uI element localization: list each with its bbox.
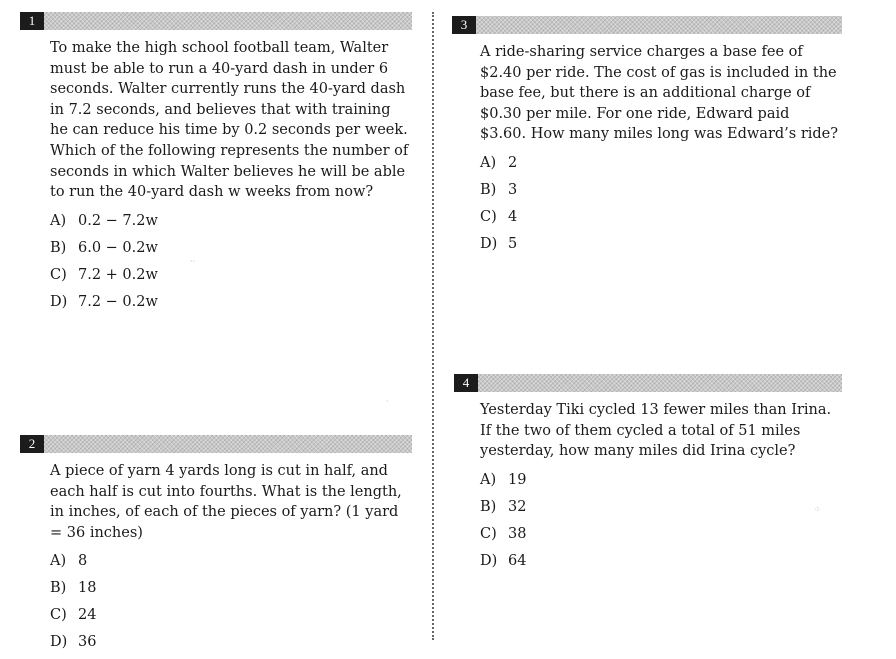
scan-speck: ⁘	[814, 505, 821, 514]
choice-value: 5	[508, 235, 518, 252]
question-header-bar	[44, 12, 412, 30]
question-header-bar	[476, 16, 842, 34]
question-text: Yesterday Tiki cycled 13 fewer miles than Irina. If the two of them cycled a total of 51 miles yesterday, how many miles did Irina cycle?	[480, 402, 832, 460]
answer-choice-a[interactable]	[480, 153, 842, 180]
choice-letter: A)	[50, 212, 67, 229]
question-number-badge: 2	[20, 435, 44, 453]
choice-letter: B)	[480, 181, 497, 198]
question-number-badge: 3	[452, 16, 476, 34]
answer-choice-c[interactable]	[50, 605, 412, 632]
answer-choice-d[interactable]	[50, 632, 412, 659]
choice-letter: C)	[480, 208, 497, 225]
question-3	[452, 16, 842, 261]
column-divider	[432, 12, 434, 640]
question-number-badge: 1	[20, 12, 44, 30]
choice-value: 8	[78, 553, 88, 570]
choice-value: 18	[78, 580, 97, 597]
choice-letter: A)	[480, 154, 497, 171]
choice-letter: B)	[50, 580, 67, 597]
choice-letter: D)	[50, 293, 68, 310]
question-header	[20, 435, 412, 453]
choice-letter: B)	[480, 498, 497, 515]
question-text: To make the high school football team, Walter must be able to run a 40-yard dash in under 6 seconds. Walter currently runs the 40-yard dash in 7.2 seconds, and believes that with training he can reduce his time by 0.2 seconds per week. Which of the following represents the number of seconds in which Walter believes he will be able to run the 40-yard dash w weeks from now?	[50, 40, 409, 201]
answer-choice-b[interactable]	[50, 238, 412, 265]
answer-choice-d[interactable]	[50, 292, 412, 319]
choice-letter: C)	[480, 525, 497, 542]
question-text: A ride-sharing service charges a base fee of $2.40 per ride. The cost of gas is included in the base fee, but there is an additional charge of $0.30 per mile. For one ride, Edward paid $3.60. How many miles long was Edward’s ride?	[480, 44, 839, 143]
choice-value: 7.2 − 0.2w	[78, 293, 158, 310]
choice-value: 36	[78, 634, 97, 651]
choice-letter: D)	[480, 552, 498, 569]
choice-value: 19	[508, 471, 527, 488]
choice-value: 32	[508, 498, 527, 515]
question-header-bar	[478, 374, 842, 392]
question-header	[452, 16, 842, 34]
choice-value: 38	[508, 525, 527, 542]
choice-value: 24	[78, 607, 97, 624]
choice-letter: A)	[50, 553, 67, 570]
choice-value: 4	[508, 208, 518, 225]
answer-choice-a[interactable]	[50, 211, 412, 238]
scan-speck: ·	[386, 397, 389, 406]
choice-value: 0.2 − 7.2w	[78, 212, 158, 229]
choice-value: 6.0 − 0.2w	[78, 239, 158, 256]
choice-value: 7.2 + 0.2w	[78, 266, 158, 283]
answer-choices	[480, 153, 842, 261]
answer-choice-d[interactable]	[480, 551, 842, 578]
question-header	[20, 12, 412, 30]
choice-letter: D)	[480, 235, 498, 252]
choice-value: 64	[508, 552, 527, 569]
answer-choice-c[interactable]	[50, 265, 412, 292]
choice-letter: C)	[50, 607, 67, 624]
question-1	[20, 12, 412, 319]
answer-choice-c[interactable]	[480, 207, 842, 234]
answer-choices	[480, 470, 842, 578]
answer-choice-a[interactable]	[50, 551, 412, 578]
answer-choice-b[interactable]	[50, 578, 412, 605]
answer-choice-c[interactable]	[480, 524, 842, 551]
answer-choice-b[interactable]	[480, 180, 842, 207]
choice-letter: A)	[480, 471, 497, 488]
choice-letter: B)	[50, 239, 67, 256]
question-4	[454, 374, 842, 578]
answer-choice-d[interactable]	[480, 234, 842, 261]
answer-choices	[50, 211, 412, 319]
question-text: A piece of yarn 4 yards long is cut in half, and each half is cut into fourths. What is the length, in inches, of each of the pieces of yarn? (1 yard = 36 inches)	[50, 463, 402, 541]
question-number-badge: 4	[454, 374, 478, 392]
scan-speck: ··	[190, 257, 196, 266]
choice-letter: C)	[50, 266, 67, 283]
question-2	[20, 435, 412, 659]
choice-letter: D)	[50, 634, 68, 651]
question-header-bar	[44, 435, 412, 453]
answer-choice-b[interactable]	[480, 497, 842, 524]
choice-value: 2	[508, 154, 518, 171]
answer-choice-a[interactable]	[480, 470, 842, 497]
choice-value: 3	[508, 181, 518, 198]
question-header	[454, 374, 842, 392]
